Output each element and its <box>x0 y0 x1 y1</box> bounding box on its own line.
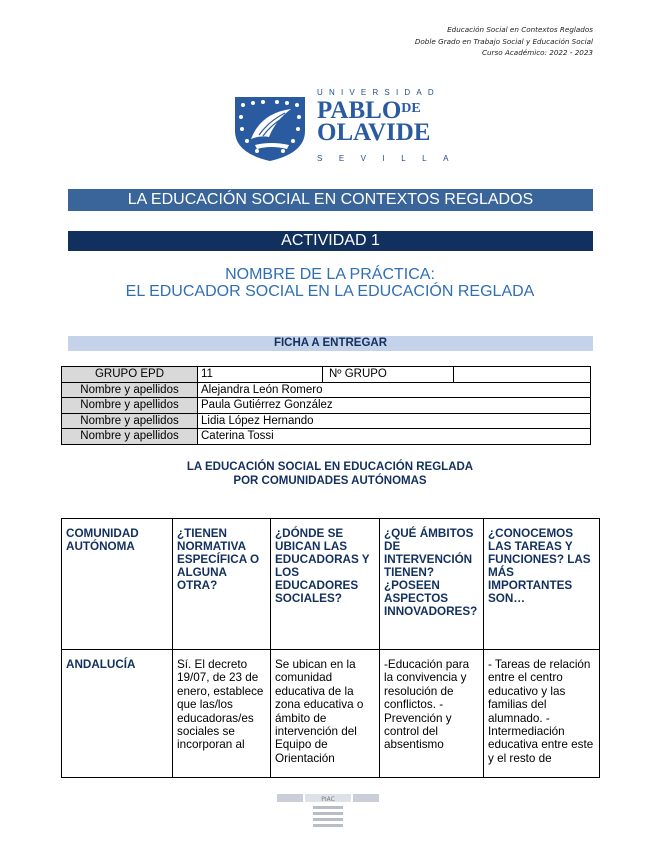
region-cell: ANDALUCÍA <box>62 650 173 778</box>
member-name: Caterina Tossi <box>198 429 591 445</box>
header-degree: Doble Grado en Trabajo Social y Educación Social <box>414 36 593 46</box>
ficha-bar: FICHA A ENTREGAR <box>68 336 593 351</box>
ambitos-cell: -Educación para la convivencia y resolución de conflictos. -Prevención y control del absentismo <box>380 650 484 778</box>
table-header-row <box>62 519 600 650</box>
running-header <box>415 24 593 59</box>
wordmark-name <box>317 98 430 144</box>
tareas-cell: - Tareas de relación entre el centro educativo y las familias del alumnado. - Intermediación educativa entre este y el resto de <box>484 650 600 778</box>
column-header: ¿CONOCEMOS LAS TAREAS Y FUNCIONES? LAS MÁS IMPORTANTES SON… <box>484 519 600 650</box>
practice-title-line2: EL EDUCADOR SOCIAL EN LA EDUCACIÓN REGLADA <box>125 283 535 300</box>
column-header: ¿QUÉ ÁMBITOS DE INTERVENCIÓN TIENEN? ¿POSEEN ASPECTOS INNOVADORES? <box>380 519 484 650</box>
member-label: Nombre y apellidos <box>62 382 198 398</box>
header-year: Curso Académico: 2022 - 2023 <box>481 48 593 57</box>
member-label: Nombre y apellidos <box>62 429 198 445</box>
wordmark-olavide: OLAVIDE <box>317 119 431 146</box>
university-logo <box>231 88 465 166</box>
wordmark-sevilla: SEVILLA <box>317 154 465 163</box>
table-row <box>62 650 600 778</box>
ubicacion-cell: Se ubican en la comunidad educativa de la zona educativa o ámbito de intervención del Equipo de Orientación <box>271 650 380 778</box>
wordmark-pablo: PABLO <box>317 97 402 124</box>
grupo-label: GRUPO EPD <box>62 367 198 383</box>
member-name: Lidia López Hernando <box>198 413 591 429</box>
ngrupo-label: Nº GRUPO <box>323 367 454 383</box>
member-name: Alejandra León Romero <box>198 382 591 398</box>
practice-title-line1: NOMBRE DE LA PRÁCTICA: <box>225 266 435 283</box>
section-subtitle-line1: LA EDUCACIÓN SOCIAL EN EDUCACIÓN REGLADA <box>186 461 474 473</box>
member-label: Nombre y apellidos <box>62 413 198 429</box>
grupo-value: 11 <box>198 367 323 383</box>
column-header: ¿DÓNDE SE UBICAN LAS EDUCADORAS Y LOS EDUCADORES SOCIALES? <box>271 519 380 650</box>
header-course: Educación Social en Contextos Reglados <box>447 25 593 34</box>
activity-title-bar: ACTIVIDAD 1 <box>68 231 593 251</box>
member-row <box>62 429 591 445</box>
column-header: COMUNIDAD AUTÓNOMA <box>62 519 173 650</box>
university-wordmark <box>317 88 465 166</box>
member-label: Nombre y apellidos <box>62 398 198 414</box>
member-name: Paula Gutiérrez González <box>198 398 591 414</box>
section-subtitle-line2: POR COMUNIDADES AUTÓNOMAS <box>233 475 427 487</box>
group-table <box>61 366 591 445</box>
footer-stamp-logo <box>273 792 383 832</box>
column-header: ¿TIENEN NORMATIVA ESPECÍFICA O ALGUNA OTRA? <box>173 519 271 650</box>
ngrupo-value <box>454 367 591 383</box>
member-row <box>62 413 591 429</box>
course-title-bar: LA EDUCACIÓN SOCIAL EN CONTEXTOS REGLADOS <box>68 189 593 211</box>
wordmark-de: DE <box>401 101 421 116</box>
regions-table <box>61 518 600 778</box>
practice-title <box>60 266 600 300</box>
university-emblem-icon <box>231 91 309 163</box>
member-row <box>62 398 591 414</box>
group-row <box>62 367 591 383</box>
section-subtitle <box>90 460 570 488</box>
normativa-cell: Sí. El decreto 19/07, de 23 de enero, establece que las/los educadoras/es sociales se incorporan al <box>173 650 271 778</box>
footer-stamp-text: PIAC <box>321 796 335 803</box>
member-row <box>62 382 591 398</box>
wordmark-universidad: UNIVERSIDAD <box>317 88 440 97</box>
